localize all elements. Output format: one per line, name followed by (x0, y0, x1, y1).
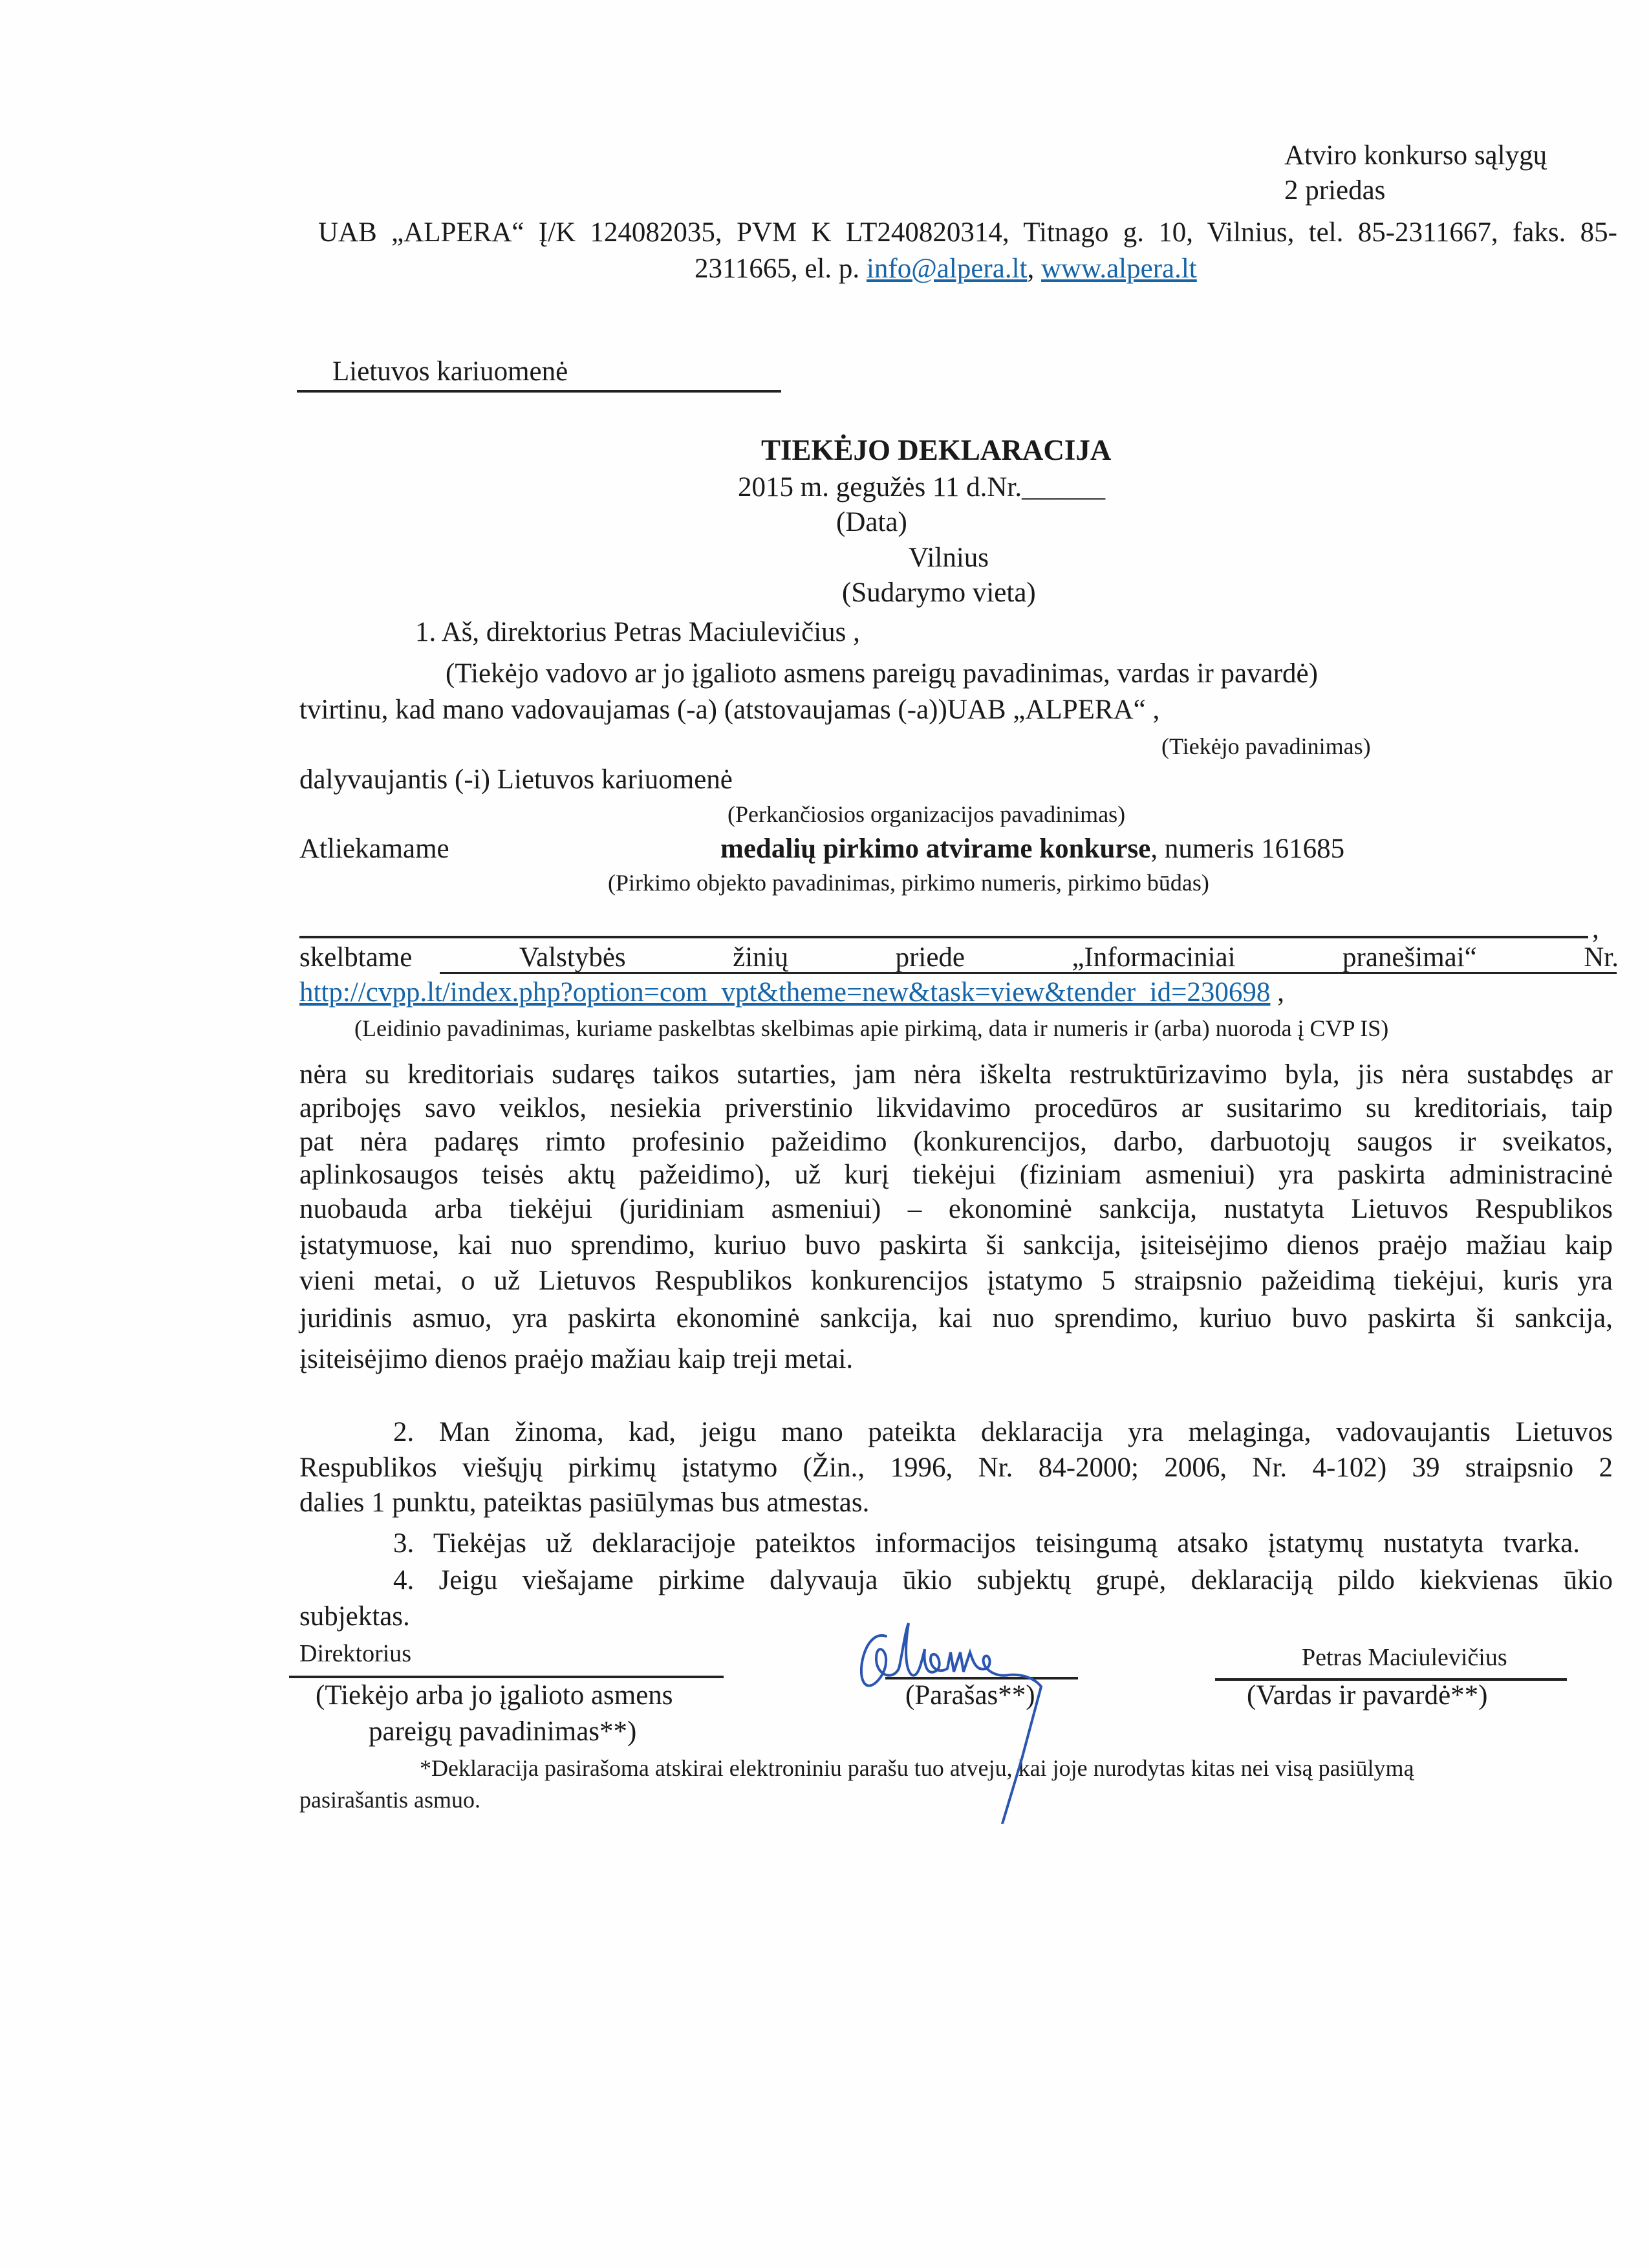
paragraph-line: nuobauda arba tiekėjui (juridiniam asmeniui) – ekonominė sankcija, nustatyta Lietuvos Respublikos (299, 1194, 1613, 1224)
position-caption-continued: pareigų pavadinimas**) (369, 1716, 637, 1747)
place: Vilnius (909, 543, 989, 573)
signatory-name: Petras Maciulevičius (1302, 1644, 1507, 1671)
tender-url-link[interactable]: http://cvpp.lt/index.php?option=com_vpt&theme=new&task=view&tender_id=230698 (299, 977, 1271, 1008)
email-link[interactable]: info@alpera.lt (866, 254, 1028, 284)
declarant-line: 1. Aš, direktorius Petras Maciulevičius , (415, 617, 860, 647)
signatory-position: Direktorius (299, 1640, 412, 1667)
date-line: 2015 m. gegužės 11 d.Nr.______ (738, 472, 1106, 502)
declarant-caption: (Tiekėjo vadovo ar jo įgalioto asmens pareigų pavadinimas, vardas ir pavardė) (446, 658, 1318, 689)
paragraph-line: įsiteisėjimo dienos praėjo mažiau kaip treji metai. (299, 1344, 854, 1374)
footnote-line: pasirašantis asmuo. (299, 1787, 480, 1813)
paragraph-line: juridinis asmuo, yra paskirta ekonominė sankcija, kai nuo sprendimo, kuriuo buvo paskirta ši sankcija, (299, 1303, 1613, 1334)
paragraph-line: nėra su kreditoriais sudaręs taikos sutarties, jam nėra iškelta restruktūrizavimo byla, jis nėra sustabdęs ar (299, 1059, 1613, 1090)
paragraph-line: apribojęs savo veiklos, nesiekia priverstinio likvidavimo procedūros ar susitarimo su kreditoriais, taip (299, 1093, 1613, 1123)
word: žinių (733, 942, 789, 973)
paragraph-line: aplinkosaugos teisės aktų pažeidimo), už kurį tiekėjui (fiziniam asmeniui) yra paskirta administracinė (299, 1160, 1613, 1190)
separator: , (1027, 254, 1041, 284)
word: skelbtame (299, 942, 413, 973)
word: priede (895, 942, 965, 973)
place-caption: (Sudarymo vieta) (842, 578, 1036, 608)
annex-title: Atviro konkurso sąlygų (1284, 140, 1547, 171)
website-link[interactable]: www.alpera.lt (1040, 254, 1197, 284)
blank-underline (299, 936, 1588, 938)
organization-line: dalyvaujantis (-i) Lietuvos kariuomenė (299, 764, 733, 795)
signature-stroke (861, 1623, 1041, 1824)
annex-number: 2 priedas (1284, 175, 1386, 206)
word: Valstybės (519, 942, 626, 973)
signature-caption: (Parašas**) (905, 1680, 1035, 1711)
publication-underline (440, 972, 1617, 974)
item-2-line: dalies 1 punktu, pateiktas pasiūlymas bus atmestas. (299, 1487, 870, 1518)
company-details: UAB „ALPERA“ Į/K 124082035, PVM K LT240820314, Titnago g. 10, Vilnius, tel. 85-2311667, faks. 85- (318, 217, 1617, 248)
paragraph-line: pat nėra padaręs rimto profesinio pažeidimo (konkurencijos, darbo, darbuotojų saugos ir sveikatos, (299, 1127, 1613, 1157)
tender-url-line (299, 975, 1284, 1010)
item-2-line: 2. Man žinoma, kad, jeigu mano pateikta deklaracija yra melaginga, vadovaujantis Lietuvos (393, 1417, 1613, 1447)
contacts-prefix: 2311665, el. p. (695, 254, 867, 284)
word: pranešimai“ (1342, 942, 1477, 973)
procurement-caption: (Pirkimo objekto pavadinimas, pirkimo numeris, pirkimo būdas) (608, 870, 1209, 896)
publication-line (299, 940, 1619, 975)
word: Nr. (1584, 942, 1619, 973)
procurement-label: Atliekamame (299, 834, 449, 864)
item-4-line: 4. Jeigu viešajame pirkime dalyvauja ūkio subjektų grupė, deklaraciją pildo kiekvienas ūkio (393, 1565, 1613, 1595)
procurement-number: , numeris 161685 (1150, 834, 1345, 864)
item-3: 3. Tiekėjas už deklaracijoje pateiktos informacijos teisingumą atsako įstatymų nustatyta tvarka. (393, 1528, 1580, 1559)
supplier-caption: (Tiekėjo pavadinimas) (1161, 733, 1371, 759)
handwritten-signature (841, 1610, 1125, 1824)
procurement-name: medalių pirkimo atvirame konkurse (720, 834, 1151, 864)
document-title: TIEKĖJO DEKLARACIJA (761, 434, 1112, 466)
organization-caption: (Perkančiosios organizacijos pavadinimas) (727, 801, 1126, 827)
date-caption: (Data) (836, 507, 907, 537)
name-caption: (Vardas ir pavardė**) (1247, 1680, 1488, 1711)
paragraph-line: įstatymuose, kai nuo sprendimo, kuriuo buvo paskirta ši sankcija, įsiteisėjimo dienos praėjo mažiau kaip (299, 1230, 1613, 1260)
footnote-line: *Deklaracija pasirašoma atskirai elektroniniu parašu tuo atveju, kai joje nurodytas kitas nei visą pasiūlymą (420, 1755, 1414, 1781)
position-caption: (Tiekėjo arba jo įgalioto asmens (316, 1680, 673, 1711)
item-4-line: subjektas. (299, 1601, 410, 1632)
company-contacts (695, 252, 1197, 286)
addressee: Lietuvos kariuomenė (332, 356, 568, 387)
word: „Informaciniai (1072, 942, 1236, 973)
item-2-line: Respublikos viešųjų pirkimų įstatymo (Žin., 1996, Nr. 84-2000; 2006, Nr. 4-102) 39 straipsnio 2 (299, 1453, 1613, 1483)
supplier-line: tvirtinu, kad mano vadovaujamas (-a) (atstovaujamas (-a))UAB „ALPERA“ , (299, 695, 1160, 725)
url-comma: , (1270, 977, 1284, 1008)
addressee-underline (297, 390, 781, 393)
procurement-line (720, 832, 1344, 867)
blank-comma: , (1592, 914, 1599, 944)
publication-caption: (Leidinio pavadinimas, kuriame paskelbtas skelbimas apie pirkimą, data ir numeris ir (arba) nuoroda į CVP IS) (354, 1015, 1389, 1041)
paragraph-line: vieni metai, o už Lietuvos Respublikos konkurencijos įstatymo 5 straipsnio pažeidimą tiekėjui, kuris yra (299, 1266, 1613, 1296)
